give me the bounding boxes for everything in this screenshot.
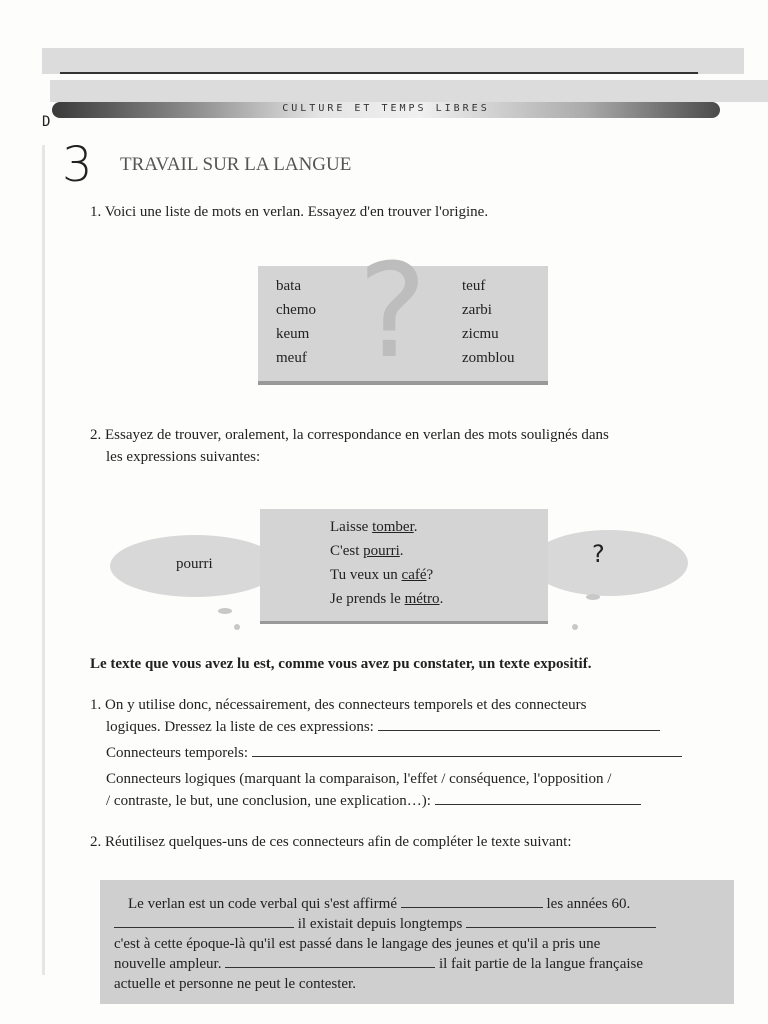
logiques-line: Connecteurs logiques (marquant la comparaison, l'effet / conséquence, l'opposition / — [106, 771, 612, 787]
section-header-bar — [52, 102, 720, 118]
cloze-blank[interactable] — [225, 955, 435, 968]
cloze-blank[interactable] — [401, 895, 543, 908]
word: bata — [276, 278, 301, 294]
question-mark-graphic: ? — [358, 235, 427, 387]
page-title: TRAVAIL SUR LA LANGUE — [120, 154, 352, 175]
margin-letter: D — [42, 114, 51, 130]
answer-blank[interactable] — [435, 792, 641, 805]
words-left — [276, 274, 316, 370]
cloze-text: Le verlan est un code verbal qui s'est affirmé les années 60. il existait depuis longtemps c'est à cette époque-là qu'il est passé dans le langage des jeunes et qu'il a pris une nouvelle ampleur. il fait partie de la langue française actuelle et personne ne peut le contester. — [114, 894, 714, 994]
divider — [60, 72, 698, 74]
verlan-word-box — [258, 235, 548, 387]
word: zicmu — [462, 326, 499, 342]
right-bubble-question: ? — [592, 540, 605, 568]
expressions-list — [330, 515, 443, 611]
cloze-blank[interactable] — [114, 915, 294, 928]
word: keum — [276, 326, 310, 342]
expression: Je prends le métro. — [330, 591, 444, 607]
margin-line — [42, 145, 45, 975]
instruction-line: 2. Essayez de trouver, oralement, la correspondance en verlan des mots soulignés dans — [90, 427, 609, 443]
bubble-dot — [586, 594, 600, 600]
part2-question1 — [90, 694, 740, 812]
answer-blank[interactable] — [252, 744, 682, 757]
left-bubble-word: pourri — [176, 556, 213, 572]
answer-blank[interactable] — [378, 718, 660, 731]
bubble-dot — [218, 608, 232, 614]
expression: C'est pourri. — [330, 543, 404, 559]
bubble-dot — [234, 624, 240, 630]
expression: Laisse tomber. — [330, 519, 418, 535]
intro-statement: Le texte que vous avez lu est, comme vous avez pu constater, un texte expositif. — [90, 656, 592, 672]
bubble-dot — [572, 624, 578, 630]
exercise1-instruction: 1. Voici une liste de mots en verlan. Essayez d'en trouver l'origine. — [90, 204, 489, 220]
part2-question2: 2. Réutilisez quelques-uns de ces connecteurs afin de compléter le texte suivant: — [90, 834, 572, 850]
word: zomblou — [462, 350, 515, 366]
expression: Tu veux un café? — [330, 567, 434, 583]
word: teuf — [462, 278, 486, 294]
word: meuf — [276, 350, 307, 366]
section-title: CULTURE ET TEMPS LIBRES — [282, 103, 490, 114]
words-right — [462, 274, 515, 370]
logiques-line: / contraste, le but, une conclusion, une explication…): — [90, 790, 740, 812]
temporels-line: Connecteurs temporels: — [90, 742, 740, 764]
question-line: 1. On y utilise donc, nécessairement, des connecteurs temporels et des connecteurs — [90, 697, 587, 713]
question-line: logiques. Dressez la liste de ces expressions: — [90, 716, 740, 738]
right-speech-bubble — [530, 530, 688, 596]
scan-band-middle — [50, 80, 768, 102]
instruction-line: les expressions suivantes: — [106, 449, 261, 465]
word: chemo — [276, 302, 316, 318]
cloze-text-box — [100, 880, 734, 1004]
scan-band-top — [42, 48, 744, 74]
heading-number: 3 — [62, 137, 93, 193]
cloze-blank[interactable] — [466, 915, 656, 928]
exercise2-instruction — [90, 424, 609, 468]
word: zarbi — [462, 302, 492, 318]
